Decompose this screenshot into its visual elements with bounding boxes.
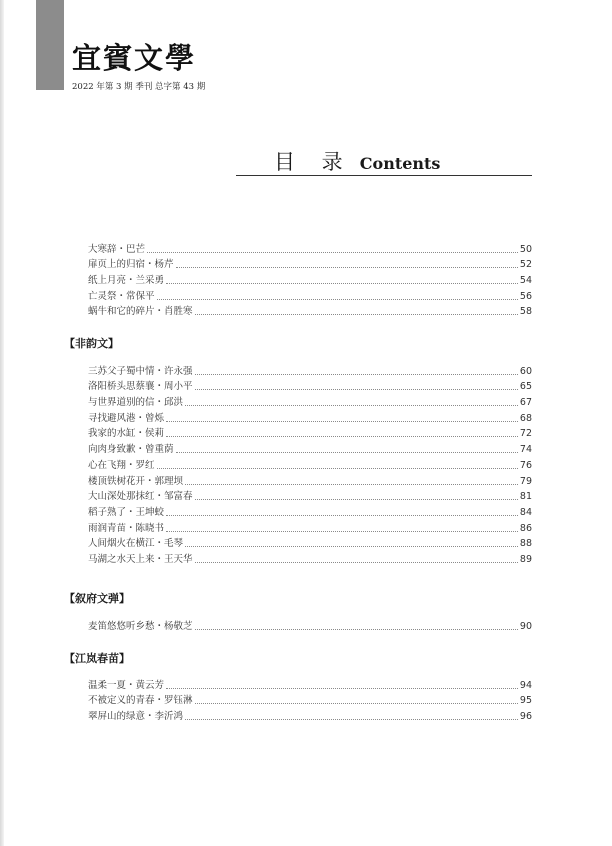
toc-entry[interactable]	[88, 378, 532, 394]
leader-dots	[166, 283, 518, 284]
leader-dots	[195, 314, 518, 315]
toc-entry[interactable]	[88, 692, 532, 708]
leader-dots	[195, 389, 518, 390]
section-heading-xufu: 【叙府文弹】	[64, 592, 130, 605]
leader-dots	[157, 299, 518, 300]
leader-dots	[147, 252, 518, 253]
magazine-logo: 宜賓文學	[72, 41, 197, 75]
entry-title: 纸上月亮・兰采勇	[88, 275, 165, 287]
page-edge	[0, 0, 4, 846]
toc-title	[274, 146, 440, 176]
entry-page: 68	[519, 412, 532, 424]
leader-dots	[185, 546, 518, 547]
entry-page: 72	[519, 428, 532, 440]
toc-group-xufu	[88, 617, 532, 633]
entry-title: 扉页上的归宿・杨芹	[88, 259, 174, 271]
toc-group-prose	[88, 362, 532, 566]
entry-title: 麦笛悠悠听乡愁・杨敬芝	[88, 620, 193, 632]
toc-entry[interactable]	[88, 617, 532, 633]
entry-page: 58	[519, 306, 532, 318]
entry-page: 88	[519, 538, 532, 550]
toc-entry[interactable]	[88, 362, 532, 378]
leader-dots	[157, 468, 518, 469]
toc-entry[interactable]	[88, 472, 532, 488]
toc-entry[interactable]	[88, 519, 532, 535]
leader-dots	[195, 562, 518, 563]
leader-dots	[195, 499, 518, 500]
toc-entry[interactable]	[88, 240, 532, 256]
toc-entry[interactable]	[88, 550, 532, 566]
entry-title: 楼顶铁树花开・郭理坝	[88, 475, 184, 487]
leader-dots	[195, 703, 518, 704]
toc-title-english: Contents	[359, 154, 441, 173]
entry-page: 79	[519, 475, 532, 487]
entry-title: 向肉身致歉・曾重荫	[88, 444, 174, 456]
entry-title: 雨润青苗・陈晓书	[88, 522, 165, 534]
toc-entry[interactable]	[88, 676, 532, 692]
section-heading-jianglan: 【江岚春苗】	[64, 652, 130, 665]
entry-page: 84	[519, 506, 532, 518]
entry-title: 与世界道别的信・邱洪	[88, 397, 184, 409]
entry-page: 89	[519, 553, 532, 565]
entry-title: 寻找避风港・曾烁	[88, 412, 165, 424]
entry-page: 65	[519, 381, 532, 393]
leader-dots	[195, 629, 518, 630]
toc-title-chinese: 目 录	[274, 150, 353, 174]
leader-dots	[176, 267, 518, 268]
title-underline	[236, 175, 532, 176]
entry-title: 心在飞翔・罗红	[88, 459, 155, 471]
toc-group-poetry	[88, 240, 532, 318]
entry-title: 翠屏山的绿意・李沂鸿	[88, 711, 184, 723]
leader-dots	[166, 688, 518, 689]
toc-entry[interactable]	[88, 535, 532, 551]
entry-page: 81	[519, 491, 532, 503]
toc-entry[interactable]	[88, 287, 532, 303]
toc-entry[interactable]	[88, 456, 532, 472]
toc-entry[interactable]	[88, 256, 532, 272]
entry-title: 我家的水缸・侯莉	[88, 428, 165, 440]
toc-entry[interactable]	[88, 271, 532, 287]
toc-entry[interactable]	[88, 303, 532, 319]
entry-title: 大山深处那抹红・邹富春	[88, 491, 193, 503]
entry-page: 60	[519, 365, 532, 377]
entry-page: 76	[519, 459, 532, 471]
entry-title: 人间烟火在横江・毛琴	[88, 538, 184, 550]
entry-title: 不被定义的青春・罗钰淋	[88, 695, 193, 707]
entry-title: 稻子熟了・王坤蛟	[88, 506, 165, 518]
entry-title: 马湖之水天上来・王天华	[88, 553, 193, 565]
section-heading-prose: 【非韵文】	[64, 337, 119, 350]
leader-dots	[195, 374, 518, 375]
entry-title: 三苏父子蜀中情・许永强	[88, 365, 193, 377]
entry-page: 56	[519, 290, 532, 302]
entry-page: 96	[519, 711, 532, 723]
leader-dots	[166, 531, 518, 532]
leader-dots	[176, 452, 518, 453]
issue-info: 2022 年第 3 期 季刊 总字第 43 期	[72, 82, 206, 92]
toc-entry[interactable]	[88, 440, 532, 456]
leader-dots	[166, 421, 518, 422]
entry-page: 52	[519, 259, 532, 271]
leader-dots	[185, 405, 518, 406]
entry-page: 74	[519, 444, 532, 456]
entry-page: 90	[519, 620, 532, 632]
toc-entry[interactable]	[88, 503, 532, 519]
header-decor-bar	[36, 0, 64, 90]
entry-title: 大寒辞・巴芒	[88, 243, 146, 255]
toc-entry[interactable]	[88, 707, 532, 723]
entry-page: 54	[519, 275, 532, 287]
leader-dots	[166, 515, 518, 516]
entry-title: 亡灵祭・常保平	[88, 290, 155, 302]
entry-page: 95	[519, 695, 532, 707]
leader-dots	[166, 436, 518, 437]
toc-group-jianglan	[88, 676, 532, 723]
entry-page: 94	[519, 679, 532, 691]
leader-dots	[185, 719, 518, 720]
entry-title: 蜗牛和它的碎片・肖胜寒	[88, 306, 193, 318]
entry-page: 50	[519, 243, 532, 255]
entry-title: 洛阳桥头思蔡襄・周小平	[88, 381, 193, 393]
leader-dots	[185, 484, 518, 485]
toc-entry[interactable]	[88, 409, 532, 425]
entry-page: 86	[519, 522, 532, 534]
toc-entry[interactable]	[88, 425, 532, 441]
entry-page: 67	[519, 397, 532, 409]
entry-title: 温柔一夏・黄云芳	[88, 679, 165, 691]
toc-entry[interactable]	[88, 393, 532, 409]
toc-entry[interactable]	[88, 488, 532, 504]
